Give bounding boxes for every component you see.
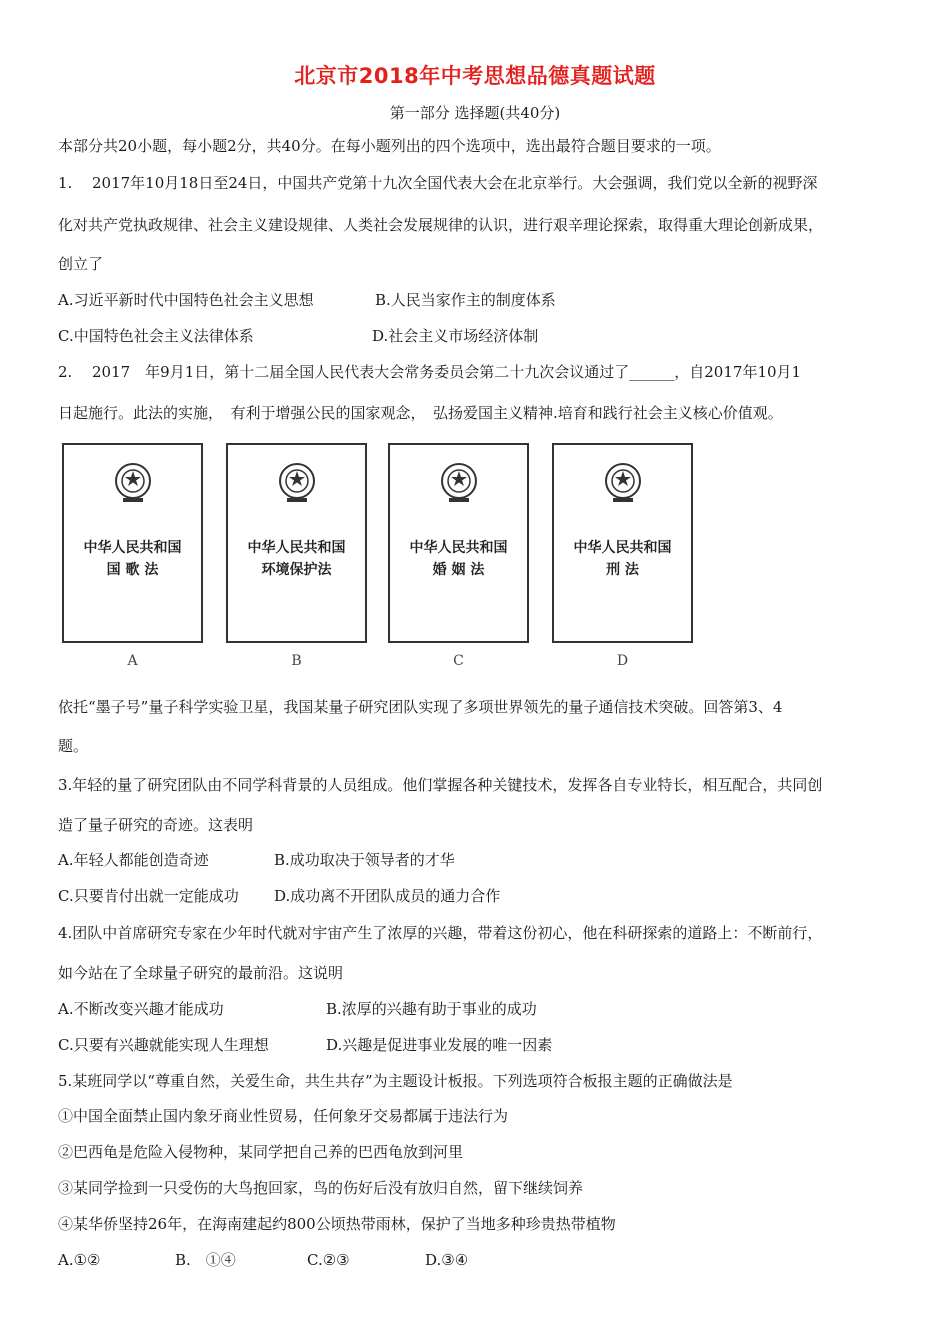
section-heading: 第一部分 选择题(共40分) [389, 104, 561, 122]
book-law-name: 国 歌 法 [106, 562, 159, 578]
q34-intro-line2: 题。 [58, 737, 89, 755]
book-title: 中华人民共和国 [247, 540, 346, 556]
q5-statement-1: ①中国全面禁止国内象牙商业性贸易，任何象牙交易都属于违法行为 [58, 1107, 509, 1125]
q4-line1: 4.团队中首席研究专家在少年时代就对宇宙产生了浓厚的兴趣，带着这份初心，他在科研探索的道路上：不断前行， [58, 924, 823, 942]
book-law-name: 刑 法 [606, 562, 639, 578]
law-book-options [62, 443, 712, 673]
book-title: 中华人民共和国 [573, 540, 672, 556]
q1-number: 1. [58, 174, 73, 192]
book-label-a: A [127, 653, 138, 669]
q3-option-a: A.年轻人都能创造奇迹 [58, 851, 209, 869]
law-book-d [552, 443, 693, 643]
book-label-b: B [291, 653, 302, 669]
q3-line2: 造了量子研究的奇迹。这表明 [58, 816, 254, 834]
q3-line1: 3.年轻的量了研究团队由不同学科背景的人员组成。他们掌握各种关键技术，发挥各自专业特长，相互配合，共同创 [58, 776, 823, 794]
page-title: 北京市2018年中考思想品德真题试题 [294, 64, 656, 88]
book-label-c: C [453, 653, 464, 669]
national-emblem-icon [277, 461, 317, 505]
law-book-b [226, 443, 367, 643]
q1-text-1: 2017年10月18日至24日，中国共产党第十九次全国代表大会在北京举行。大会强调，我们党以全新的视野深 [92, 174, 818, 192]
law-book-a [62, 443, 203, 643]
q5-option-a: A.①② [58, 1251, 101, 1269]
q3-option-b: B.成功取决于领导者的才华 [274, 851, 455, 869]
q4-option-b: B.浓厚的兴趣有助于事业的成功 [326, 1000, 537, 1018]
q4-option-d: D.兴趣是促进事业发展的唯一因素 [326, 1036, 553, 1054]
q5-option-d: D.③④ [425, 1251, 469, 1269]
q34-intro-line1: 依托“墨子号”量子科学实验卫星，我国某量子研究团队实现了多项世界领先的量子通信技术突破。回答第3、4 [58, 698, 783, 716]
book-law-name: 婚 姻 法 [432, 562, 485, 578]
law-book-c [388, 443, 529, 643]
q5-statement-3: ③某同学捡到一只受伤的大鸟抱回家，鸟的伤好后没有放归自然，留下继续饲养 [58, 1179, 584, 1197]
q4-line2: 如今站在了全球量子研究的最前沿。这说明 [58, 964, 344, 982]
q5-line1: 5.某班同学以“尊重自然，关爱生命，共生共存”为主题设计板报。下列选项符合板报主题的正确做法是 [58, 1072, 733, 1090]
q5-option-c: C.②③ [307, 1251, 350, 1269]
q4-option-c: C.只要有兴趣就能实现人生理想 [58, 1036, 269, 1054]
q4-option-a: A.不断改变兴趣才能成功 [58, 1000, 224, 1018]
book-title: 中华人民共和国 [83, 540, 182, 556]
q1-option-d: D.社会主义市场经济体制 [372, 327, 539, 345]
book-law-name: 环境保护法 [261, 562, 332, 578]
q1-line3: 创立了 [58, 255, 104, 273]
q3-option-c: C.只要肯付出就一定能成功 [58, 887, 239, 905]
q5-statement-2: ②巴西龟是危险入侵物种，某同学把自己养的巴西龟放到河里 [58, 1143, 464, 1161]
q2-line1 [58, 362, 801, 382]
q3-option-d: D.成功离不开团队成员的通力合作 [274, 887, 501, 905]
q2-line2: 日起施行。此法的实施， 有利于增强公民的国家观念， 弘扬爱国主义精神.培育和践行社会主义核心价值观。 [58, 404, 783, 422]
q2-number: 2. [58, 363, 73, 381]
book-label-d: D [616, 653, 629, 669]
q5-option-b: B. ①④ [175, 1251, 236, 1269]
q1-line1 [58, 173, 817, 193]
national-emblem-icon [603, 461, 643, 505]
national-emblem-icon [113, 461, 153, 505]
q2-text-1: 2017 年9月1日，第十二届全国人民代表大会常务委员会第二十九次会议通过了______，自2017年10月1 [92, 363, 802, 381]
national-emblem-icon [439, 461, 479, 505]
book-title: 中华人民共和国 [409, 540, 508, 556]
q5-statement-4: ④某华侨坚持26年，在海南建起约800公顷热带雨林，保护了当地多种珍贵热带植物 [58, 1215, 616, 1233]
q1-option-b: B.人民当家作主的制度体系 [375, 291, 556, 309]
q1-option-c: C.中国特色社会主义法律体系 [58, 327, 254, 345]
instructions: 本部分共20小题，每小题2分，共40分。在每小题列出的四个选项中，选出最符合题目要求的一项。 [58, 137, 721, 155]
q1-line2: 化对共产党执政规律、社会主义建设规律、人类社会发展规律的认识，进行艰辛理论探索，取得重大理论创新成果， [58, 216, 824, 234]
q1-option-a: A.习近平新时代中国特色社会主义思想 [58, 291, 314, 309]
